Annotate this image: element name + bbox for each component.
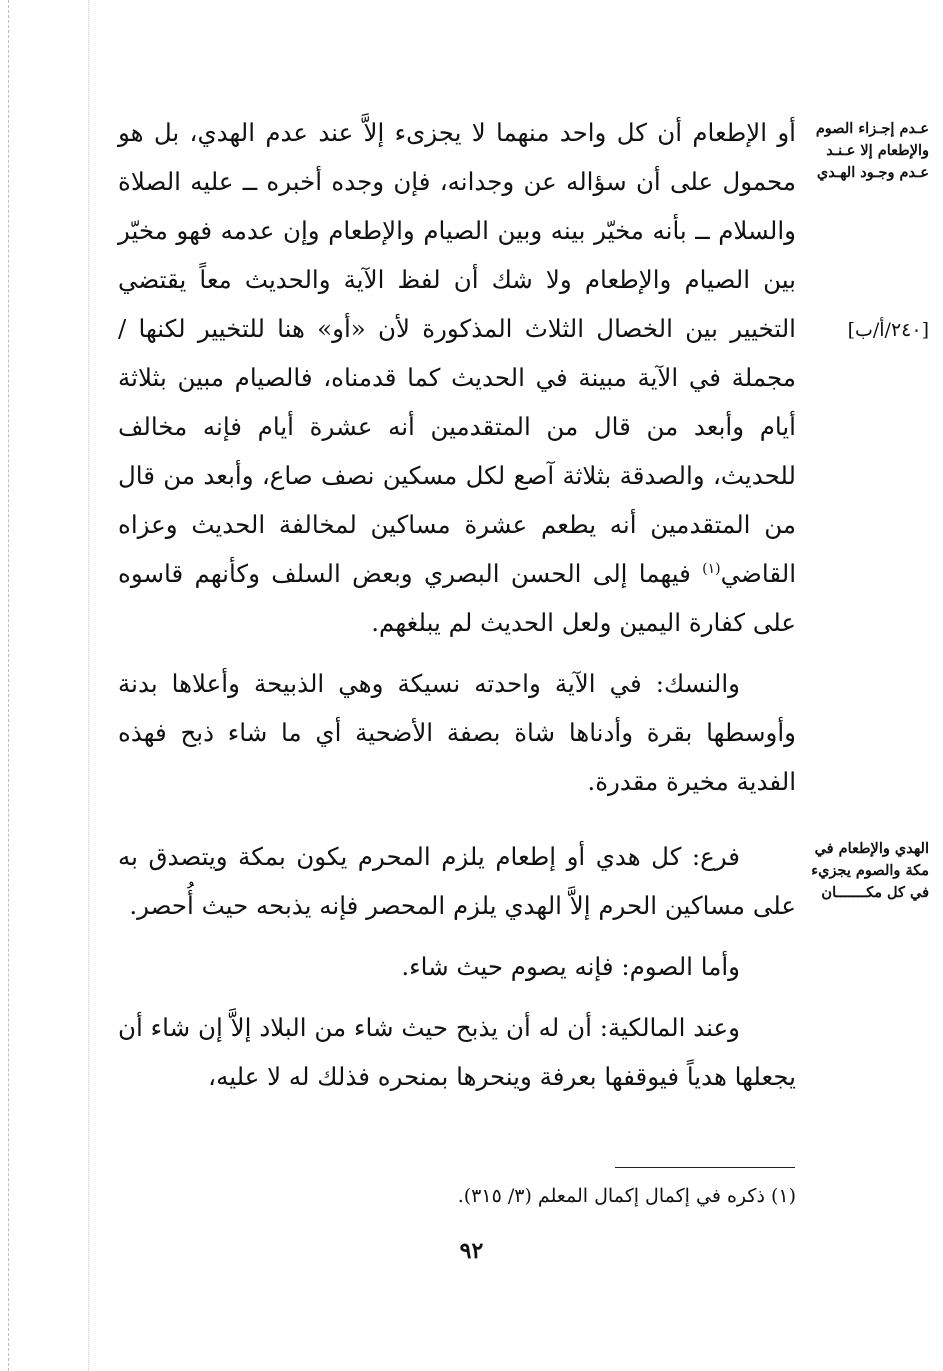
footnote: (١) ذكره في إكمال إكمال المعلم (٣/ ٣١٥). <box>457 1185 796 1207</box>
paragraph: فرع: كل هدي أو إطعام يلزم المحرم يكون بمكة ويتصدق به على مساكين الحرم إلاَّ الهدي يلزم المحصر فإنه يذبحه حيث أُحصر. <box>118 842 796 920</box>
manuscript-folio-ref: [٢٤٠/أ/ب] <box>847 319 929 341</box>
footnote-separator <box>615 1167 795 1168</box>
main-text <box>118 108 796 1101</box>
paragraph-text: أو الإطعام أن كل واحد منهما لا يجزىء إلاَّ عند عدم الهدي، بل هو محمول على أن سؤاله عن وجدانه، فإن وجده أخبره ــ عليه الصلاة والسلام ــ بأنه مخيّر بينه وبين الصيام والإطعام وإن عدمه فهو مخيّر بين الصيام والإطعام ولا شك أن لفظ الآية والحديث معاً يقتضي التخيير بين الخصال الثلاث المذكورة لأن «أو» هنا للتخيير لكنها / مجملة في الآية مبينة في الحديث كما قدمناه، فالصيام مبين بثلاثة أيام وأبعد من قال من المتقدمين أنه عشرة أيام فإنه مخالف للحديث، والصدقة بثلاثة آصع لكل مسكين نصف صاع، وأبعد من قال من المتقدمين أنه يطعم عشرة مساكين لمخالفة الحديث وعزاه القاضي <box>118 118 796 588</box>
paragraph <box>118 108 796 647</box>
margin-note-no-fasting: عـدم إجـزاء الصوم والإطعام إلا عـنـد عـدم وجـود الهـدي <box>815 120 929 181</box>
page-number: ٩٢ <box>459 1238 484 1264</box>
paragraph: وعند المالكية: أن له أن يذبح حيث شاء من البلاد إلاَّ إن شاء أن يجعلها هدياً فيوقفها بعرفة وينحرها بمنحره فذلك له لا عليه، <box>118 1013 796 1091</box>
page-edge-line <box>8 0 9 1371</box>
paragraph: وأما الصوم: فإنه يصوم حيث شاء. <box>401 952 740 981</box>
page-edge-line <box>88 0 89 1371</box>
paragraph-text: فيهما إلى الحسن البصري وبعض السلف وكأنهم قاسوه على كفارة اليمين ولعل الحديث لم يبلغهم. <box>118 559 796 637</box>
margin-note-sacrifice-location: الهدي والإطعام في مكة والصوم يجزيء في كل مكـــــــان <box>811 840 929 901</box>
footnote-marker: (١) <box>702 560 721 577</box>
paragraph: والنسك: في الآية واحدته نسيكة وهي الذبيحة وأعلاها بدنة وأوسطها بقرة وأدناها شاة بصفة الأضحية أي ما شاء ذبح فهذه الفدية مخيرة مقدرة. <box>118 669 796 796</box>
